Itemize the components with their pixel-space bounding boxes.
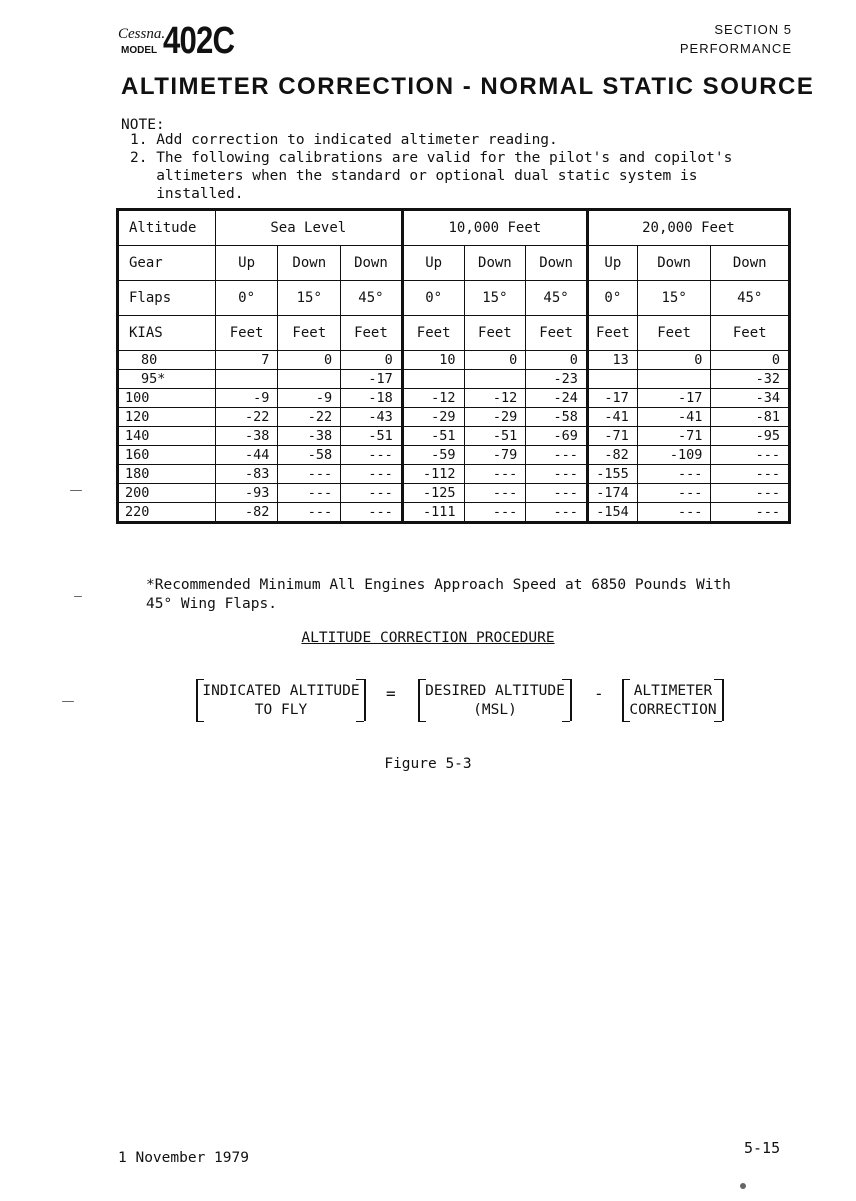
flaps-row bbox=[118, 281, 790, 316]
table-row bbox=[118, 408, 790, 427]
table-cell: --- bbox=[526, 484, 588, 503]
unit-cell: Feet bbox=[711, 316, 790, 351]
kias-value: 140 bbox=[118, 427, 216, 446]
table-cell: --- bbox=[637, 503, 711, 523]
table-row bbox=[118, 446, 790, 465]
table-cell: --- bbox=[341, 465, 403, 484]
table-cell: -9 bbox=[215, 389, 278, 408]
minus-sign: - bbox=[594, 684, 604, 703]
table-cell: -59 bbox=[402, 446, 464, 465]
table-cell: -112 bbox=[402, 465, 464, 484]
table-cell: 0 bbox=[637, 351, 711, 370]
unit-cell: Feet bbox=[215, 316, 278, 351]
table-row bbox=[118, 427, 790, 446]
scan-mark bbox=[74, 596, 82, 597]
flaps-cell: 0° bbox=[587, 281, 637, 316]
table-cell: -174 bbox=[587, 484, 637, 503]
table-cell: --- bbox=[526, 465, 588, 484]
table-cell: --- bbox=[711, 446, 790, 465]
table-cell: -38 bbox=[215, 427, 278, 446]
table-row bbox=[118, 351, 790, 370]
flaps-cell: 15° bbox=[464, 281, 526, 316]
unit-cell: Feet bbox=[587, 316, 637, 351]
table-cell: --- bbox=[637, 465, 711, 484]
footer-date: 1 November 1979 bbox=[118, 1150, 249, 1166]
unit-cell: Feet bbox=[464, 316, 526, 351]
table-cell: -17 bbox=[587, 389, 637, 408]
table-cell: -22 bbox=[215, 408, 278, 427]
altitude-header-row bbox=[118, 210, 790, 246]
kias-value: 95* bbox=[118, 370, 216, 389]
altimeter-correction-bracket bbox=[622, 679, 724, 721]
table-row bbox=[118, 503, 790, 523]
table-cell: -17 bbox=[637, 389, 711, 408]
kias-value: 120 bbox=[118, 408, 216, 427]
desired-altitude-line1: DESIRED ALTITUDE bbox=[425, 683, 565, 699]
flaps-label: Flaps bbox=[118, 281, 216, 316]
table-cell: -58 bbox=[526, 408, 588, 427]
flaps-cell: 0° bbox=[215, 281, 278, 316]
table-cell: -51 bbox=[464, 427, 526, 446]
procedure-title: ALTITUDE CORRECTION PROCEDURE bbox=[301, 630, 555, 646]
page-number: 5-15 bbox=[744, 1139, 781, 1157]
table-cell: 0 bbox=[711, 351, 790, 370]
table-cell: -51 bbox=[341, 427, 403, 446]
table-cell: -81 bbox=[711, 408, 790, 427]
gear-cell: Down bbox=[341, 246, 403, 281]
gear-cell: Down bbox=[278, 246, 341, 281]
kias-value: 180 bbox=[118, 465, 216, 484]
note-item-2: 2. The following calibrations are valid for the pilot's and copilot's altimeters when the standard or optional dual static system is installed. bbox=[130, 150, 733, 202]
altitude-group-20000: 20,000 Feet bbox=[587, 210, 789, 246]
table-cell: -24 bbox=[526, 389, 588, 408]
table-cell: 0 bbox=[464, 351, 526, 370]
kias-value: 200 bbox=[118, 484, 216, 503]
altitude-group-sea-level: Sea Level bbox=[215, 210, 402, 246]
table-cell: -41 bbox=[587, 408, 637, 427]
table-cell: 7 bbox=[215, 351, 278, 370]
indicated-altitude-bracket bbox=[196, 679, 366, 721]
flaps-cell: 45° bbox=[526, 281, 588, 316]
table-cell: -41 bbox=[637, 408, 711, 427]
model-number: 402C bbox=[163, 20, 235, 62]
flaps-cell: 15° bbox=[278, 281, 341, 316]
table-cell: -51 bbox=[402, 427, 464, 446]
table-cell: -12 bbox=[464, 389, 526, 408]
table-cell: -79 bbox=[464, 446, 526, 465]
table-cell: -17 bbox=[341, 370, 403, 389]
table-cell bbox=[215, 370, 278, 389]
altitude-label: Altitude bbox=[118, 210, 216, 246]
brand-logo-script: Cessna. bbox=[118, 26, 166, 42]
table-row bbox=[118, 370, 790, 389]
desired-altitude-line2: (MSL) bbox=[473, 702, 517, 718]
indicated-altitude-line1: INDICATED ALTITUDE bbox=[202, 683, 360, 699]
table-cell: -95 bbox=[711, 427, 790, 446]
table-cell: 0 bbox=[341, 351, 403, 370]
table-cell: -154 bbox=[587, 503, 637, 523]
gear-cell: Down bbox=[637, 246, 711, 281]
table-cell bbox=[587, 370, 637, 389]
table-cell bbox=[402, 370, 464, 389]
table-cell: --- bbox=[278, 484, 341, 503]
gear-cell: Up bbox=[587, 246, 637, 281]
table-cell: -71 bbox=[587, 427, 637, 446]
table-cell: --- bbox=[637, 484, 711, 503]
table-cell: -155 bbox=[587, 465, 637, 484]
table-cell: -71 bbox=[637, 427, 711, 446]
altimeter-correction-line2: CORRECTION bbox=[629, 702, 717, 718]
flaps-cell: 15° bbox=[637, 281, 711, 316]
table-cell: -82 bbox=[215, 503, 278, 523]
table-cell: -93 bbox=[215, 484, 278, 503]
table-cell: -58 bbox=[278, 446, 341, 465]
page-title: ALTIMETER CORRECTION - NORMAL STATIC SOURCE bbox=[121, 73, 815, 100]
table-cell: -82 bbox=[587, 446, 637, 465]
table-cell: 0 bbox=[278, 351, 341, 370]
altitude-group-10000: 10,000 Feet bbox=[402, 210, 587, 246]
gear-label: Gear bbox=[118, 246, 216, 281]
footnote: *Recommended Minimum All Engines Approach Speed at 6850 Pounds With 45° Wing Flaps. bbox=[146, 577, 731, 612]
table-cell: --- bbox=[278, 503, 341, 523]
table-cell: -29 bbox=[464, 408, 526, 427]
table-cell: 0 bbox=[526, 351, 588, 370]
altimeter-correction-line1: ALTIMETER bbox=[633, 683, 713, 699]
unit-cell: Feet bbox=[278, 316, 341, 351]
scan-mark bbox=[740, 1183, 746, 1189]
altimeter-correction-table bbox=[116, 208, 791, 524]
table-cell: -12 bbox=[402, 389, 464, 408]
section-name: PERFORMANCE bbox=[679, 41, 792, 56]
unit-cell: Feet bbox=[526, 316, 588, 351]
table-cell: --- bbox=[341, 446, 403, 465]
table-cell: -34 bbox=[711, 389, 790, 408]
gear-cell: Up bbox=[402, 246, 464, 281]
table-cell: --- bbox=[341, 503, 403, 523]
table-cell: 13 bbox=[587, 351, 637, 370]
kias-value: 80 bbox=[118, 351, 216, 370]
gear-cell: Up bbox=[215, 246, 278, 281]
note-label: NOTE: bbox=[121, 117, 165, 133]
figure-label: Figure 5-3 bbox=[384, 756, 472, 772]
table-cell: --- bbox=[341, 484, 403, 503]
kias-value: 100 bbox=[118, 389, 216, 408]
table-cell: -23 bbox=[526, 370, 588, 389]
table-row bbox=[118, 484, 790, 503]
table-cell: -111 bbox=[402, 503, 464, 523]
table-cell: --- bbox=[464, 484, 526, 503]
table-cell: -83 bbox=[215, 465, 278, 484]
table-cell: 10 bbox=[402, 351, 464, 370]
note-item-1: 1. Add correction to indicated altimeter reading. bbox=[130, 132, 558, 148]
kias-label: KIAS bbox=[118, 316, 216, 351]
table-cell: -18 bbox=[341, 389, 403, 408]
table-cell: -43 bbox=[341, 408, 403, 427]
table-cell: -29 bbox=[402, 408, 464, 427]
table-cell bbox=[637, 370, 711, 389]
table-cell: --- bbox=[278, 465, 341, 484]
flaps-cell: 0° bbox=[402, 281, 464, 316]
table-cell bbox=[278, 370, 341, 389]
table-cell: --- bbox=[711, 503, 790, 523]
scan-mark bbox=[70, 490, 82, 491]
table-row bbox=[118, 465, 790, 484]
unit-cell: Feet bbox=[402, 316, 464, 351]
scan-mark bbox=[62, 701, 74, 702]
gear-cell: Down bbox=[464, 246, 526, 281]
table-cell bbox=[464, 370, 526, 389]
gear-row bbox=[118, 246, 790, 281]
table-cell: -22 bbox=[278, 408, 341, 427]
table-cell: --- bbox=[464, 465, 526, 484]
table-cell: -109 bbox=[637, 446, 711, 465]
table-cell: -9 bbox=[278, 389, 341, 408]
unit-cell: Feet bbox=[341, 316, 403, 351]
kias-row bbox=[118, 316, 790, 351]
kias-value: 160 bbox=[118, 446, 216, 465]
table-cell: -32 bbox=[711, 370, 790, 389]
unit-cell: Feet bbox=[637, 316, 711, 351]
desired-altitude-bracket bbox=[418, 679, 572, 721]
table-cell: --- bbox=[464, 503, 526, 523]
section-number: SECTION 5 bbox=[714, 22, 792, 37]
gear-cell: Down bbox=[711, 246, 790, 281]
table-cell: -38 bbox=[278, 427, 341, 446]
flaps-cell: 45° bbox=[711, 281, 790, 316]
table-cell: -44 bbox=[215, 446, 278, 465]
gear-cell: Down bbox=[526, 246, 588, 281]
kias-value: 220 bbox=[118, 503, 216, 523]
table-cell: --- bbox=[711, 484, 790, 503]
table-cell: -69 bbox=[526, 427, 588, 446]
table-row bbox=[118, 389, 790, 408]
table-cell: --- bbox=[711, 465, 790, 484]
table-cell: --- bbox=[526, 446, 588, 465]
flaps-cell: 45° bbox=[341, 281, 403, 316]
equals-sign: = bbox=[386, 684, 396, 703]
indicated-altitude-line2: TO FLY bbox=[254, 702, 308, 718]
model-label: MODEL bbox=[121, 45, 158, 56]
table-cell: --- bbox=[526, 503, 588, 523]
table-cell: -125 bbox=[402, 484, 464, 503]
